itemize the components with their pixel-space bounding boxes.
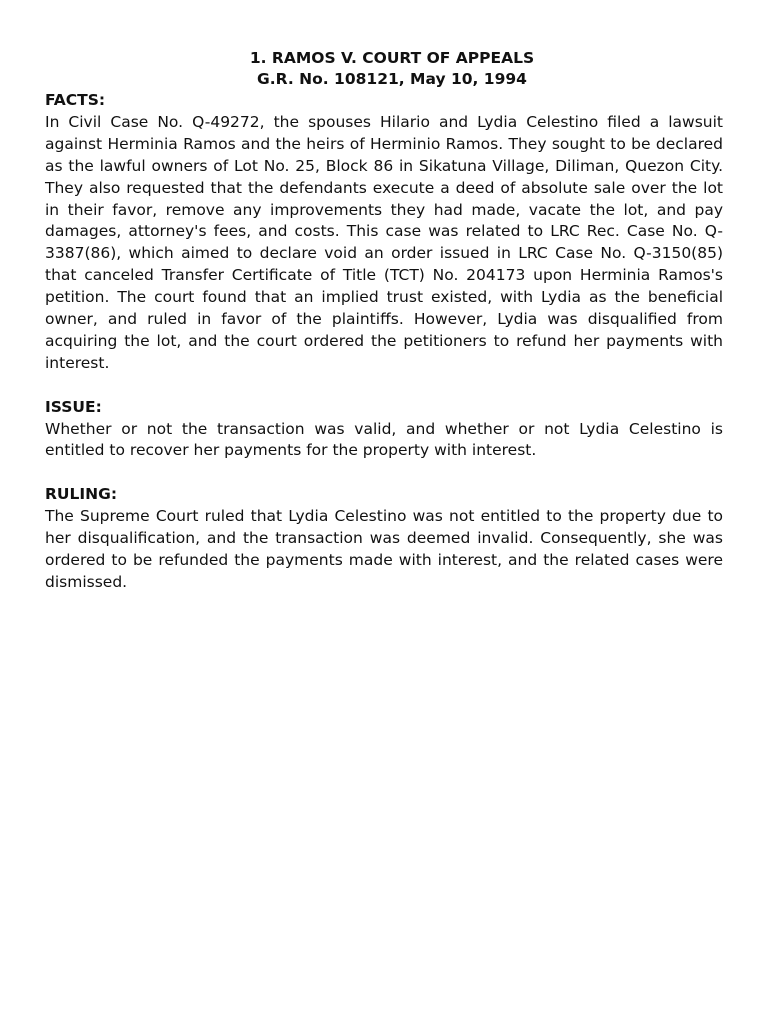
case-title: 1. RAMOS V. COURT OF APPEALS [249, 49, 535, 67]
section-spacer [45, 462, 723, 484]
section-spacer [45, 375, 723, 397]
facts-section [45, 90, 723, 375]
case-citation: G.R. No. 108121, May 10, 1994 [257, 70, 527, 88]
ruling-heading: RULING: [45, 485, 118, 504]
ruling-text: The Supreme Court ruled that Lydia Celestino was not entitled to the property due to her disqualification, and the transaction was deemed invalid. Consequently, she was ordered to be refunded the payments made with interest, and the related cases were dismissed. [45, 507, 723, 591]
title-block [61, 48, 723, 90]
document-page [45, 48, 723, 594]
issue-heading: ISSUE: [45, 397, 102, 416]
facts-text: In Civil Case No. Q-49272, the spouses Hilario and Lydia Celestino filed a lawsuit against Herminia Ramos and the heirs of Herminio Ramos. They sought to be declared as the lawful owners of Lot No. 25, Block 86 in Sikatuna Village, Diliman, Quezon City. They also requested that the defendants execute a deed of absolute sale over the lot in their favor, remove any improvements they had made, vacate the lot, and pay damages, attorney's fees, and costs. This case was related to LRC Rec. Case No. Q-3387(86), which aimed to declare void an order issued in LRC Case No. Q-3150(85) that canceled Transfer Certificate of Title (TCT) No. 204173 upon Herminia Ramos's petition. The court found that an implied trust existed, with Lydia as the beneficial owner, and ruled in favor of the plaintiffs. However, Lydia was disqualified from acquiring the lot, and the court ordered the petitioners to refund her payments with interest. [45, 112, 723, 372]
facts-heading: FACTS: [45, 91, 106, 109]
issue-section [45, 397, 723, 463]
ruling-section [45, 484, 723, 594]
issue-text: Whether or not the transaction was valid, and whether or not Lydia Celestino is entitled to recover her payments for the property with interest. [45, 419, 723, 460]
